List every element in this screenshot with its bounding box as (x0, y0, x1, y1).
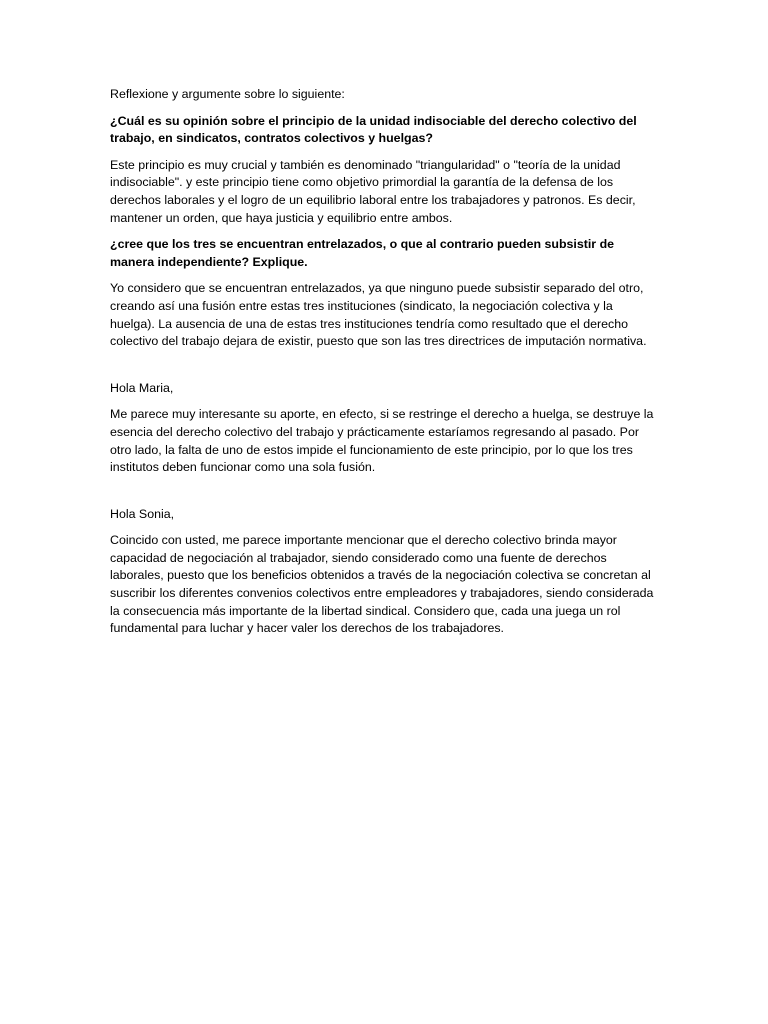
intro-text: Reflexione y argumente sobre lo siguiente: (110, 87, 345, 101)
answer-1: Este principio es muy crucial y también es denominado "triangularidad" o "teoría de la unidad indisociable". y este principio tiene como objetivo primordial la garantía de la defensa de los derechos laborales y el logro de un equilibrio laboral entre los trabajadores y patronos. Es decir, mantener un orden, que haya justicia y equilibrio entre ambos. (110, 157, 636, 225)
reply-1-greeting: Hola Maria, (110, 380, 174, 395)
reply-2-body: Coincido con usted, me parece importante mencionar que el derecho colectivo brinda mayor capacidad de negociación al trabajador, siendo considerado como una fuente de derechos laborales, puesto que los beneficios obtenidos a través de la negociación colectiva se concretan al suscribir los diferentes convenios colectivos entre empleadores y trabajadores, siendo considerada la consecuencia más importante de la libertad sindical. Considero que, cada una juega un rol fundamental para luchar y hacer valer los derechos de los trabajadores. (110, 533, 654, 636)
reply-1-body: Me parece muy interesante su aporte, en efecto, si se restringe el derecho a huelga, se destruye la esencia del derecho colectivo del trabajo y prácticamente estaríamos regresando al pasado. Por otro lado, la falta de uno de estos impide el funcionamiento de este principio, por lo que los tres institutos deben funcionar como una sola fusión. (110, 407, 654, 475)
reply-2-greeting: Hola Sonia, (110, 506, 175, 521)
question-1: ¿Cuál es su opinión sobre el principio de la unidad indisociable del derecho colectivo del trabajo, en sindicatos, contratos colectivos y huelgas? (110, 113, 637, 146)
document-body (110, 86, 660, 647)
question-2: ¿cree que los tres se encuentran entrelazados, o que al contrario pueden subsistir de manera independiente? Explique. (110, 237, 615, 269)
answer-2: Yo considero que se encuentran entrelazados, ya que ninguno puede subsistir separado del otro, creando así una fusión entre estas tres instituciones (sindicato, la negociación colectiva y la huelga). La ausencia de una de estas tres instituciones tendría como resultado que el derecho colectivo del trabajo dejara de existir, puesto que son las tres directrices de imputación normativa. (110, 281, 647, 349)
